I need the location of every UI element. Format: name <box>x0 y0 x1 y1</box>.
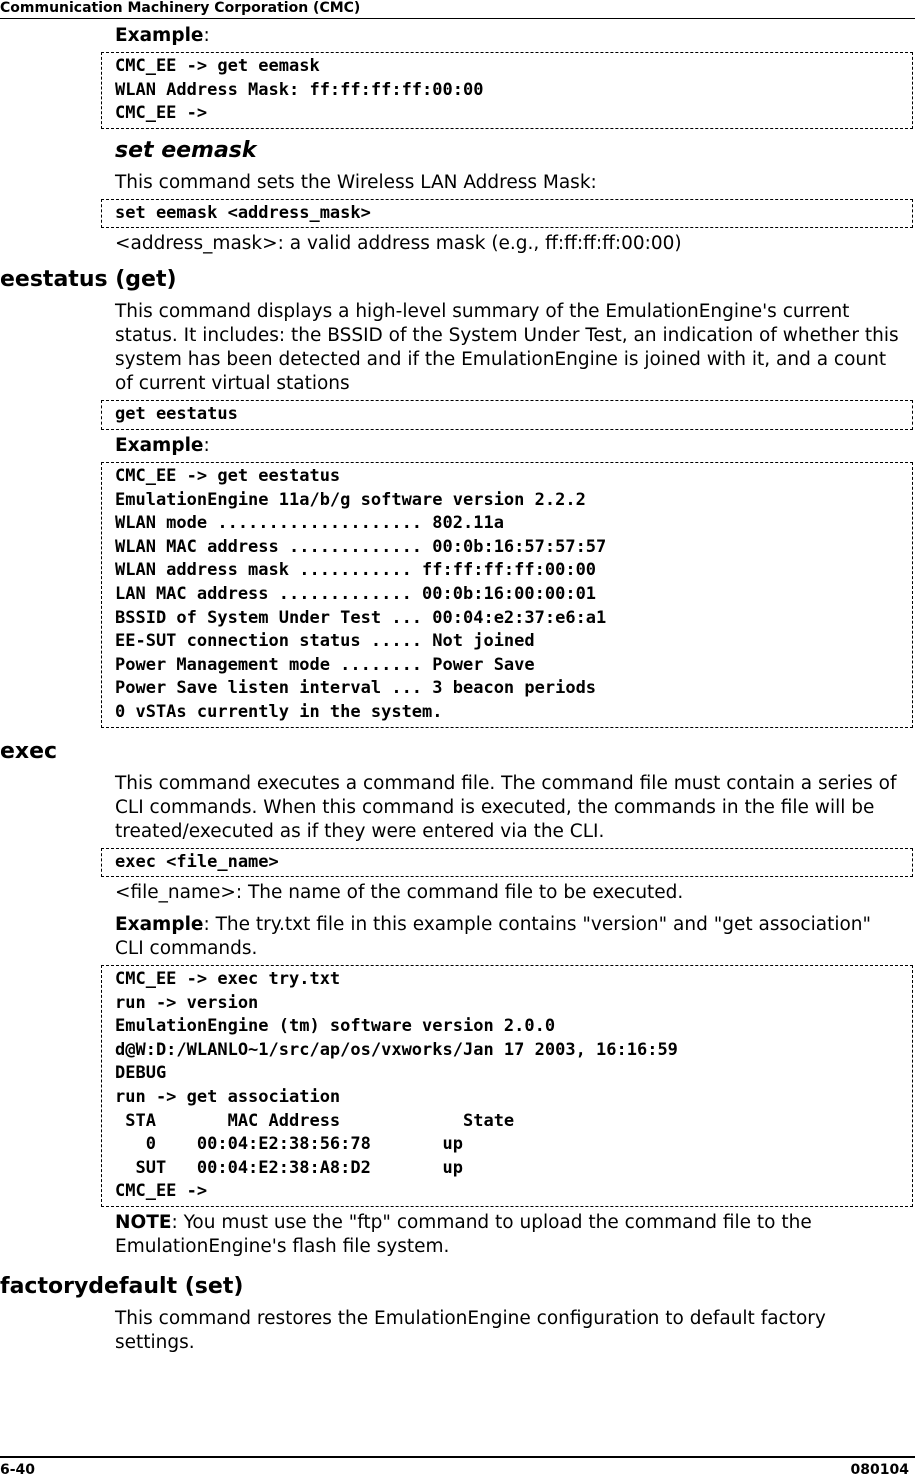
code-line: DEBUG <box>115 1063 167 1084</box>
exec-note-label: NOTE <box>115 1212 172 1234</box>
code-line: CMC_EE -> get eestatus <box>115 465 341 486</box>
code-line: d@W:D:/WLANLO~1/src/ap/os/vxworks/Jan 17 2003, 16:16:59 <box>115 1039 678 1060</box>
code-line: BSSID of System Under Test ... 00:04:e2:37:e6:a1 <box>115 607 607 628</box>
code-line: run -> version <box>115 992 259 1013</box>
footer-doc-code: 080104 <box>850 1462 909 1478</box>
set-eemask-param: <address_mask>: a valid address mask (e.g., ff:ff:ff:ff:00:00) <box>115 233 682 255</box>
eestatus-description: This command displays a high-level summary of the EmulationEngine's current status. It includes: the BSSID of the System Under Test, an indication of whether this system has been detected and if the EmulationEngine is joined with it, and a count of current virtual stations <box>115 301 899 395</box>
code-syntax-get-eestatus: get eestatus <box>101 400 913 430</box>
code-line: Power Save listen interval ... 3 beacon periods <box>115 678 597 699</box>
code-line: 0 00:04:E2:38:56:78 up <box>115 1134 463 1155</box>
exec-example-label: Example <box>115 914 204 936</box>
code-line: run -> get association <box>115 1087 341 1108</box>
exec-param: <file_name>: The name of the command file to be executed. <box>115 882 684 904</box>
code-example-get-eemask <box>101 52 913 129</box>
code-line: WLAN address mask ........... ff:ff:ff:ff:00:00 <box>115 560 597 581</box>
code-line: WLAN MAC address ............. 00:0b:16:57:57:57 <box>115 536 607 557</box>
code-line: LAN MAC address ............. 00:0b:16:00:00:01 <box>115 583 597 604</box>
exec-description: This command executes a command file. The command file must contain a series of CLI commands. When this command is executed, the commands in the file will be treated/executed as if they were entered via the CLI. <box>115 772 897 842</box>
header-title: Communication Machinery Corporation (CMC) <box>0 0 361 16</box>
code-line: EmulationEngine (tm) software version 2.0.0 <box>115 1016 556 1037</box>
example-label-eestatus: Example: <box>115 434 210 456</box>
code-line: CMC_EE -> <box>115 103 208 124</box>
code-example-exec <box>101 965 913 1207</box>
heading-eestatus: eestatus (get) <box>0 267 177 293</box>
example-label-eemask: Example: <box>115 25 210 46</box>
exec-note-text: : You must use the "ftp" command to upload the command file to the EmulationEngine's flash file system. <box>115 1212 812 1258</box>
set-eemask-description: This command sets the Wireless LAN Address Mask: <box>115 171 597 193</box>
exec-example-text: : The try.txt file in this example contains "version" and "get association" CLI commands. <box>115 914 872 960</box>
heading-set-eemask: set eemask <box>115 137 257 163</box>
code-line: EE-SUT connection status ..... Not joined <box>115 631 535 652</box>
footer-page-number: 6-40 <box>0 1462 36 1478</box>
heading-factorydefault: factorydefault (set) <box>0 1274 244 1300</box>
code-line: SUT 00:04:E2:38:A8:D2 up <box>115 1157 463 1178</box>
code-line: WLAN Address Mask: ff:ff:ff:ff:00:00 <box>115 79 484 100</box>
page-header <box>0 0 915 19</box>
exec-note <box>115 1211 905 1259</box>
code-line: EmulationEngine 11a/b/g software version 2.2.2 <box>115 489 586 510</box>
exec-example-intro <box>115 913 905 961</box>
heading-exec: exec <box>0 738 58 764</box>
code-syntax-exec: exec <file_name> <box>101 848 913 878</box>
code-line: Power Management mode ........ Power Save <box>115 654 535 675</box>
code-line: 0 vSTAs currently in the system. <box>115 701 443 722</box>
code-line: STA MAC Address State <box>115 1110 515 1131</box>
code-line: WLAN mode .................... 802.11a <box>115 513 504 534</box>
code-line: CMC_EE -> <box>115 1181 208 1202</box>
page-content <box>0 24 915 1355</box>
code-line: CMC_EE -> exec try.txt <box>115 969 341 990</box>
code-syntax-set-eemask: set eemask <address_mask> <box>101 199 913 229</box>
code-example-eestatus <box>101 462 913 728</box>
page-footer <box>0 1456 915 1482</box>
code-line: CMC_EE -> get eemask <box>115 56 320 76</box>
factorydefault-description: This command restores the EmulationEngine configuration to default factory settings. <box>115 1308 826 1354</box>
